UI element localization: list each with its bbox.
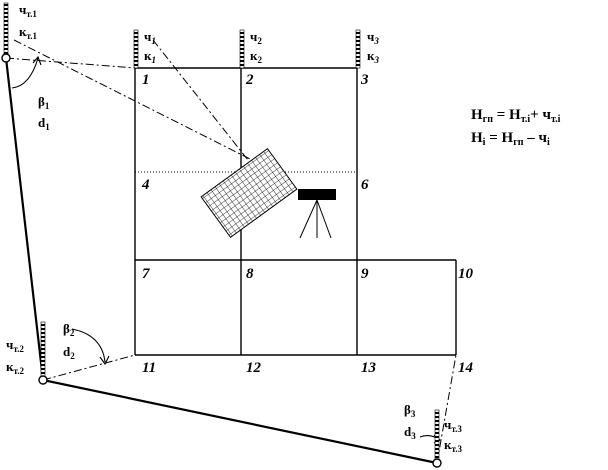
- staff-red-reading-label: $к_3$: [367, 48, 379, 65]
- point2-red-reading: $к_{т.2}$: [6, 359, 24, 376]
- point1-distance: $d_1$: [38, 115, 50, 132]
- staff-reading-label: $ч_3$: [367, 29, 379, 46]
- formulas: [471, 107, 561, 148]
- cell-labels: [141, 72, 474, 376]
- point3-red-reading: $к_{т.3}$: [444, 437, 462, 454]
- sight-lines: [6, 40, 456, 463]
- formula-line-2: $H_i = H_{гп} - ч_i$: [471, 130, 550, 148]
- point1-red-reading: $к_{т.1}$: [19, 24, 37, 41]
- staff-red-reading-label: $к_2$: [250, 48, 262, 65]
- staff-icon: [41, 322, 45, 377]
- staff-icon: [435, 410, 439, 460]
- cell-label: 13: [361, 360, 376, 376]
- point2-distance: $d_2$: [63, 344, 75, 361]
- control-point-3: [433, 459, 441, 467]
- point2-reading: $ч_{т.2}$: [6, 337, 24, 354]
- point2-angle: $\beta_2$: [63, 321, 75, 338]
- control-point-1: [2, 54, 10, 62]
- control-staffs: [4, 3, 439, 460]
- staff-icon: [356, 30, 360, 68]
- staff-reading-label: $ч_1$: [144, 29, 156, 46]
- point3-reading: $ч_{т.3}$: [444, 417, 462, 434]
- cell-label: 12: [246, 360, 261, 376]
- cell-label: 7: [142, 266, 150, 282]
- point1-reading: $ч_{т.1}$: [19, 2, 37, 19]
- staff-reading-label: $ч_2$: [250, 29, 262, 46]
- top-staffs: [134, 30, 360, 68]
- cell-label: 4: [142, 177, 150, 193]
- point3-distance: $d_3$: [404, 424, 416, 441]
- cell-label: 11: [142, 360, 157, 376]
- cell-label: 3: [361, 72, 369, 88]
- hatched-staff: [201, 149, 297, 238]
- top-station-labels: [144, 29, 380, 65]
- cell-label: 14: [458, 360, 473, 376]
- cell-label: 2: [246, 72, 254, 88]
- point3-angle: $\beta_3$: [404, 402, 416, 419]
- point1-angle: $\beta_1$: [38, 94, 50, 111]
- level-instrument-icon: [298, 189, 336, 238]
- staff-icon: [134, 30, 138, 68]
- cell-label: 10: [458, 266, 473, 282]
- grid: [135, 68, 456, 355]
- control-point-2: [39, 376, 47, 384]
- staff-icon: [240, 30, 244, 68]
- cell-label: 8: [246, 266, 254, 282]
- cell-label: 9: [361, 266, 369, 282]
- formula-line-1: $H_{гп} = H_{т.i}+ ч_{т.i}$: [471, 107, 561, 125]
- cell-label: 1: [142, 72, 150, 88]
- staff-red-reading-label: $к_1$: [144, 48, 156, 65]
- cell-label: 6: [361, 177, 369, 193]
- staff-icon: [4, 3, 8, 55]
- angle-arcs: [12, 57, 440, 443]
